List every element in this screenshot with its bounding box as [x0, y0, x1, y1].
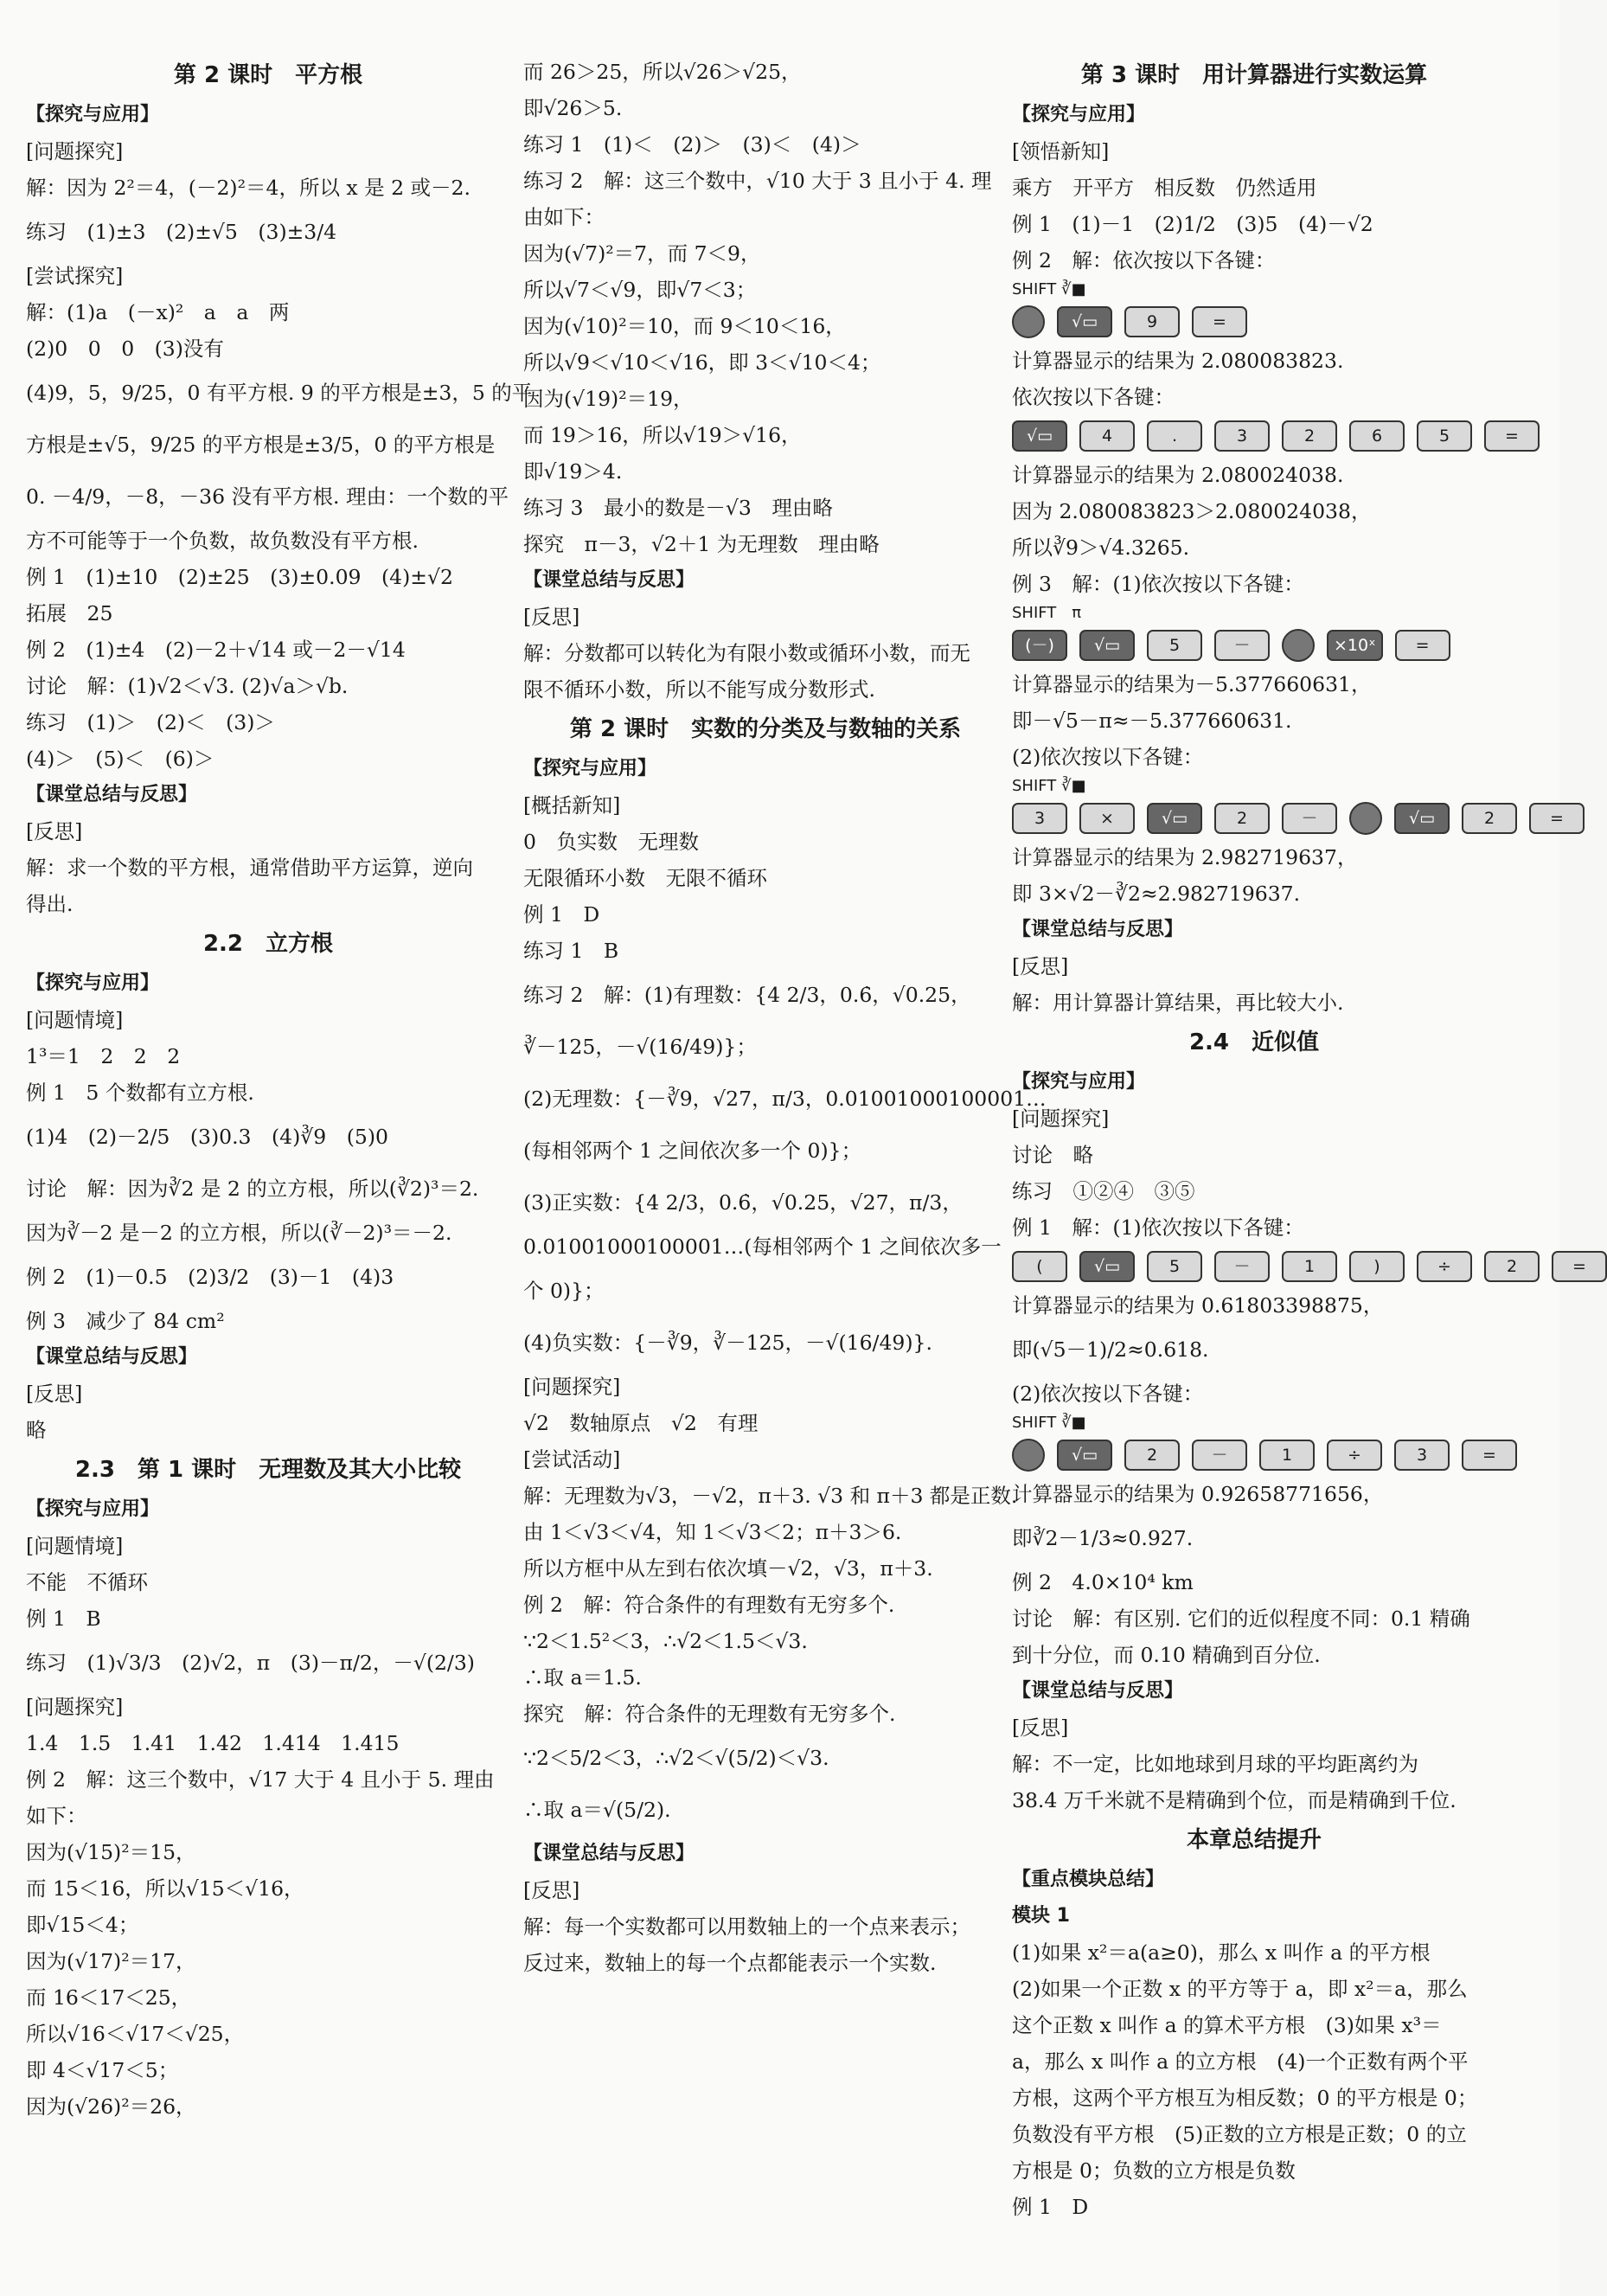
answer-line: 解：用计算器计算结果，再比较大小. [1012, 991, 1344, 1015]
shift-label: SHIFT ∛■ [1012, 280, 1086, 298]
answer-line: 方根，这两个平方根互为相反数；0 的平方根是 0； [1012, 2086, 1478, 2110]
section-heading: 第 2 课时 平方根 [173, 62, 363, 88]
answer-line: 练习 3 最小的数是－√3 理由略 [523, 496, 833, 520]
answer-line: 即√19＞4. [523, 459, 623, 484]
answer-line: 练习 (1)√3/3 (2)√2，π (3)－π/2，－√(2/3) [26, 1651, 475, 1675]
answer-line: 计算器显示的结果为 0.61803398875， [1012, 1293, 1384, 1318]
answer-line: 例 1 (1)－1 (2)1/2 (3)5 (4)－√2 [1012, 212, 1373, 236]
answer-line: 计算器显示的结果为 2.080083823. [1012, 349, 1344, 373]
answer-line: ∵2＜1.5²＜3，∴√2＜1.5＜√3. [523, 1629, 808, 1653]
answer-line: 例 2 解：符合条件的有理数有无穷多个. [523, 1593, 895, 1617]
answer-line: 因为(√17)²＝17， [26, 1949, 196, 1973]
subsection-label: 【探究与应用】 [26, 1498, 160, 1520]
subsection-label: 【课堂总结与反思】 [523, 1843, 695, 1864]
calculator-key: － [1214, 630, 1270, 661]
shift-label: SHIFT π [1012, 604, 1082, 622]
answer-line: 例 3 减少了 84 cm² [26, 1309, 225, 1333]
answer-line: [反思] [26, 819, 83, 843]
answer-line: ∴取 a＝1.5. [523, 1665, 642, 1690]
answer-line: 所以√16＜√17＜√25， [26, 2022, 245, 2046]
answer-line: 例 2 解：这三个数中，√17 大于 4 且小于 5. 理由 [26, 1767, 495, 1792]
answer-line: 不能 不循环 [26, 1570, 148, 1594]
subsection-label: 模块 1 [1012, 1905, 1070, 1927]
calculator-key-sequence [1012, 626, 1496, 664]
answer-line: ∵2＜5/2＜3，∴√2＜√(5/2)＜√3. [523, 1746, 829, 1770]
answer-line: 例 1 (1)±10 (2)±25 (3)±0.09 (4)±√2 [26, 565, 453, 589]
column-right [1012, 54, 1586, 2225]
calculator-key: ) [1349, 1251, 1405, 1282]
calculator-key: 5 [1417, 420, 1472, 452]
calculator-key: (－) [1012, 630, 1067, 661]
shift-key-icon [1012, 305, 1045, 338]
answer-line: [问题探究] [523, 1375, 621, 1399]
answer-line: 到十分位，而 0.10 精确到百分位. [1012, 1643, 1321, 1667]
answer-line: 计算器显示的结果为－5.377660631， [1012, 672, 1372, 696]
shift-label: SHIFT ∛■ [1012, 777, 1086, 795]
calculator-key: = [1484, 420, 1540, 452]
answer-line: (2)0 0 0 (3)没有 [26, 337, 224, 361]
answer-line: 1³＝1 2 2 2 [26, 1044, 181, 1068]
calculator-key: = [1462, 1440, 1517, 1471]
answer-line: 解：不一定，比如地球到月球的平均距离约为 [1012, 1752, 1418, 1776]
answer-line: 反过来，数轴上的每一个点都能表示一个实数. [523, 1951, 937, 1975]
answer-line: 练习 ①②④ ③⑤ [1012, 1179, 1195, 1203]
answer-line: 解：求一个数的平方根，通常借助平方运算，逆向 [26, 856, 473, 880]
calculator-key: 2 [1214, 803, 1270, 834]
answer-line: 得出. [26, 892, 74, 916]
calculator-key: × [1079, 803, 1135, 834]
calculator-key: － [1282, 803, 1337, 834]
calculator-key: 2 [1462, 803, 1517, 834]
answer-line: 所以√9＜√10＜√16，即 3＜√10＜4； [523, 350, 881, 375]
answer-line: 0.01001000100001…(每相邻两个 1 之间依次多一 [523, 1235, 1002, 1259]
calculator-key: . [1147, 420, 1202, 452]
answer-line: 例 2 解：依次按以下各键： [1012, 248, 1276, 273]
shift-key-icon [1282, 629, 1315, 662]
section-heading: 2.2 立方根 [202, 931, 334, 957]
answer-line: (4)＞ (5)＜ (6)＞ [26, 747, 214, 771]
answer-line: [反思] [26, 1382, 83, 1406]
answer-line: 例 1 5 个数都有立方根. [26, 1081, 254, 1105]
calculator-key: 3 [1214, 420, 1270, 452]
calculator-key: = [1395, 630, 1450, 661]
answer-line: 计算器显示的结果为 2.982719637， [1012, 845, 1358, 869]
answer-line: 由如下： [523, 205, 605, 229]
answer-line: 讨论 解：(1)√2＜√3. (2)√a＞√b. [26, 674, 349, 698]
answer-line: 因为(√26)²＝26， [26, 2094, 196, 2119]
answer-line: [问题探究] [26, 139, 124, 164]
answer-line: 而 16＜17＜25， [26, 1985, 192, 2010]
answer-line: 讨论 略 [1012, 1143, 1093, 1167]
answer-line: 解：(1)a (－x)² a a 两 [26, 300, 290, 324]
answer-line: [尝试探究] [26, 264, 124, 288]
answer-line: 无限循环小数 无限不循环 [523, 866, 767, 890]
answer-line: 解：无理数为√3，－√2，π＋3. √3 和 π＋3 都是正数. [523, 1484, 1018, 1508]
calculator-key: 5 [1147, 1251, 1202, 1282]
calculator-key: √▭ [1057, 306, 1112, 337]
calculator-key: 6 [1349, 420, 1405, 452]
answer-line: [反思] [523, 605, 580, 629]
calculator-key: 2 [1124, 1440, 1180, 1471]
calculator-key: √▭ [1079, 630, 1135, 661]
answer-line: 拓展 25 [26, 601, 113, 625]
answer-line: 练习 1 B [523, 939, 619, 963]
answer-line: 例 1 D [523, 902, 600, 927]
answer-line: 限不循环小数，所以不能写成分数形式. [523, 677, 875, 702]
answer-line: 所以√7＜√9，即√7＜3； [523, 278, 757, 302]
subsection-label: 【课堂总结与反思】 [26, 784, 198, 805]
shift-key-icon [1012, 1439, 1045, 1472]
answer-line: [问题情境] [26, 1008, 124, 1032]
answer-line: [问题探究] [26, 1695, 124, 1719]
calculator-key: 1 [1259, 1440, 1315, 1471]
section-heading: 2.4 近似值 [1188, 1029, 1320, 1055]
answer-line: 练习 2 解：(1)有理数：{4 2/3，0.6̇，√0.25， [523, 983, 971, 1007]
answer-line: [反思] [523, 1878, 580, 1902]
calculator-key: √▭ [1057, 1440, 1112, 1471]
answer-line: 负数没有平方根 (5)正数的立方根是正数；0 的立 [1012, 2122, 1467, 2146]
answer-line: (2)如果一个正数 x 的平方等于 a，即 x²＝a，那么 [1012, 1977, 1468, 2001]
answer-line: 因为 2.080083823＞2.080024038， [1012, 499, 1372, 523]
answer-line: 即√26＞5. [523, 96, 623, 120]
subsection-label: 【探究与应用】 [26, 972, 160, 994]
calculator-key: 5 [1147, 630, 1202, 661]
answer-line: 38.4 万千米就不是精确到个位，而是精确到千位. [1012, 1788, 1457, 1812]
answer-line: 探究 π－3，√2＋1 为无理数 理由略 [523, 532, 880, 556]
answer-line: (2)依次按以下各键： [1012, 1382, 1204, 1406]
answer-line: 方根是 0；负数的立方根是负数 [1012, 2158, 1296, 2183]
answer-line: 例 1 解：(1)依次按以下各键： [1012, 1215, 1304, 1240]
answer-line: (4)负实数：{－∛9，∛－125，－√(16/49)}. [523, 1331, 932, 1355]
shift-key-icon [1349, 802, 1382, 835]
subsection-label: 【课堂总结与反思】 [26, 1346, 198, 1368]
answer-line: ∛－125，－√(16/49)}； [523, 1035, 757, 1059]
answer-line: 由 1＜√3＜√4，知 1＜√3＜2；π＋3＞6. [523, 1520, 902, 1544]
answer-line: (4)9，5，9/25，0 有平方根. 9 的平方根是±3，5 的平 [26, 381, 533, 405]
answer-line: [反思] [1012, 1716, 1069, 1740]
answer-line: 因为(√7)²＝7，而 7＜9， [523, 241, 761, 266]
answer-line: 0. －4/9，－8，－36 没有平方根. 理由：一个数的平 [26, 484, 509, 509]
answer-line: 例 2 (1)±4 (2)－2＋√14 或－2－√14 [26, 638, 406, 662]
calculator-key: 4 [1079, 420, 1135, 452]
calculator-key: = [1529, 803, 1585, 834]
answer-line: (2)无理数：{－∛9，√27，π/3，0.01001000100001… [523, 1087, 1047, 1111]
subsection-label: 【探究与应用】 [26, 104, 160, 125]
section-heading: 第 2 课时 实数的分类及与数轴的关系 [569, 716, 962, 742]
answer-line: 而 19＞16，所以√19＞√16， [523, 423, 802, 447]
answer-line: 计算器显示的结果为 0.92658771656， [1012, 1482, 1384, 1506]
calculator-key: √▭ [1147, 803, 1202, 834]
shift-label: SHIFT ∛■ [1012, 1414, 1086, 1432]
answer-line: 即∛2－1/3≈0.927. [1012, 1526, 1194, 1550]
answer-line: ∴取 a＝√(5/2). [523, 1798, 671, 1822]
answer-line: 练习 (1)＞ (2)＜ (3)＞ [26, 710, 275, 734]
answer-line: 即√15＜4； [26, 1913, 139, 1937]
calculator-key: 2 [1282, 420, 1337, 452]
answer-line: [尝试活动] [523, 1447, 621, 1472]
calculator-key-sequence [1012, 1247, 1586, 1286]
calculator-key: √▭ [1012, 420, 1067, 452]
answer-line: 解：因为 2²＝4，(－2)²＝4，所以 x 是 2 或－2. [26, 176, 471, 200]
column-left [26, 54, 533, 2125]
answer-line: 方根是±√5，9/25 的平方根是±3/5，0 的平方根是 [26, 433, 496, 457]
answer-line: (2)依次按以下各键： [1012, 745, 1204, 769]
answer-line: √2 数轴原点 √2 有理 [523, 1411, 759, 1435]
answer-line: [领悟新知] [1012, 139, 1110, 164]
section-heading: 本章总结提升 [1186, 1827, 1322, 1853]
calculator-key-sequence [1012, 1436, 1496, 1474]
answer-line: [概括新知] [523, 793, 621, 818]
answer-line: 例 3 解：(1)依次按以下各键： [1012, 572, 1304, 596]
calculator-key: 1 [1282, 1251, 1337, 1282]
answer-line: 即－√5－π≈－5.377660631. [1012, 709, 1292, 733]
calculator-key-sequence [1012, 417, 1519, 455]
answer-line: a，那么 x 叫作 a 的立方根 (4)一个正数有两个平 [1012, 2049, 1469, 2074]
calculator-key-sequence [1012, 799, 1564, 837]
answer-line: 即 4＜√17＜5； [26, 2058, 179, 2082]
calculator-key: － [1192, 1440, 1247, 1471]
answer-line: (1)4 (2)－2/5 (3)0.3 (4)∛9 (5)0 [26, 1125, 388, 1149]
answer-line: 讨论 解：有区别. 它们的近似程度不同：0.1 精确 [1012, 1607, 1470, 1631]
answer-line: 解：分数都可以转化为有限小数或循环小数，而无 [523, 641, 970, 665]
answer-line: 乘方 开平方 相反数 仍然适用 [1012, 176, 1317, 200]
calculator-key: √▭ [1394, 803, 1450, 834]
calculator-key: 2 [1484, 1251, 1540, 1282]
answer-line: 个 0)}； [523, 1279, 605, 1303]
section-heading: 第 3 课时 用计算器进行实数运算 [1080, 62, 1428, 88]
answer-line: 因为(√19)²＝19， [523, 387, 694, 411]
calculator-key: = [1192, 306, 1247, 337]
answer-line: 如下： [26, 1804, 87, 1828]
answer-line: 例 1 D [1012, 2195, 1089, 2219]
answer-line: 因为(√10)²＝10，而 9＜10＜16， [523, 314, 846, 338]
answer-line: 探究 解：符合条件的无理数有无穷多个. [523, 1702, 896, 1726]
subsection-label: 【课堂总结与反思】 [1012, 1680, 1184, 1702]
subsection-label: 【探究与应用】 [1012, 1071, 1146, 1093]
calculator-key: ×10ˣ [1327, 630, 1383, 661]
answer-line: 因为∛－2 是－2 的立方根，所以(∛－2)³＝－2. [26, 1221, 452, 1245]
calculator-key: 3 [1012, 803, 1067, 834]
subsection-label: 【探究与应用】 [523, 758, 657, 779]
answer-line: 例 2 (1)－0.5 (2)3/2 (3)－1 (4)3 [26, 1265, 394, 1289]
calculator-key: 9 [1124, 306, 1180, 337]
calculator-key: 3 [1394, 1440, 1450, 1471]
answer-line: 因为(√15)²＝15， [26, 1840, 196, 1864]
answer-line: (每相邻两个 1 之间依次多一个 0)}； [523, 1138, 862, 1163]
answer-line: 所以方框中从左到右依次填－√2，√3，π＋3. [523, 1556, 933, 1581]
calculator-key: ( [1012, 1251, 1067, 1282]
answer-line: [问题探究] [1012, 1106, 1110, 1131]
answer-line: 练习 1 (1)＜ (2)＞ (3)＜ (4)＞ [523, 132, 861, 157]
subsection-label: 【探究与应用】 [1012, 104, 1146, 125]
subsection-label: 【课堂总结与反思】 [523, 569, 695, 591]
answer-line: [问题情境] [26, 1534, 124, 1558]
calculator-key: ÷ [1417, 1251, 1472, 1282]
answer-line: 例 2 4.0×10⁴ km [1012, 1570, 1194, 1594]
answer-line: 练习 2 解：这三个数中，√10 大于 3 且小于 4. 理 [523, 169, 992, 193]
calculator-key: = [1552, 1251, 1607, 1282]
answer-line: 所以∛9＞√4.3265. [1012, 536, 1190, 560]
calculator-key: － [1214, 1251, 1270, 1282]
answer-line: [反思] [1012, 954, 1069, 978]
answer-line: 而 26＞25，所以√26＞√25， [523, 60, 802, 84]
answer-line: 解：每一个实数都可以用数轴上的一个点来表示； [523, 1914, 970, 1939]
subsection-label: 【课堂总结与反思】 [1012, 919, 1184, 940]
answer-line: 依次按以下各键： [1012, 385, 1175, 409]
calculator-key: ÷ [1327, 1440, 1382, 1471]
answer-line: 即 3×√2－∛2≈2.982719637. [1012, 882, 1301, 906]
answer-line: 这个正数 x 叫作 a 的算术平方根 (3)如果 x³＝ [1012, 2013, 1442, 2037]
answer-line: 例 1 B [26, 1607, 101, 1631]
answer-line: 计算器显示的结果为 2.080024038. [1012, 463, 1344, 487]
section-heading: 2.3 第 1 课时 无理数及其大小比较 [74, 1457, 462, 1483]
answer-line: (1)如果 x²＝a(a≥0)，那么 x 叫作 a 的平方根 [1012, 1940, 1431, 1965]
answer-line: 1.4 1.5 1.41 1.42 1.414 1.415 [26, 1731, 400, 1755]
answer-line: 练习 (1)±3 (2)±√5 (3)±3/4 [26, 220, 337, 244]
calculator-key: √▭ [1079, 1251, 1135, 1282]
calculator-key-sequence [1012, 303, 1496, 341]
subsection-label: 【重点模块总结】 [1012, 1869, 1165, 1890]
answer-line: 方不可能等于一个负数，故负数没有平方根. [26, 529, 419, 553]
answer-line: (3)正实数：{4 2/3，0.6̇，√0.25，√27，π/3， [523, 1190, 963, 1215]
answer-line: 讨论 解：因为∛2 是 2 的立方根，所以(∛2)³＝2. [26, 1177, 479, 1201]
answer-line: 0 负实数 无理数 [523, 830, 699, 854]
answer-line: 略 [26, 1418, 47, 1442]
answer-line: 而 15＜16，所以√15＜√16， [26, 1876, 304, 1901]
answer-line: 即(√5－1)/2≈0.618. [1012, 1337, 1209, 1362]
